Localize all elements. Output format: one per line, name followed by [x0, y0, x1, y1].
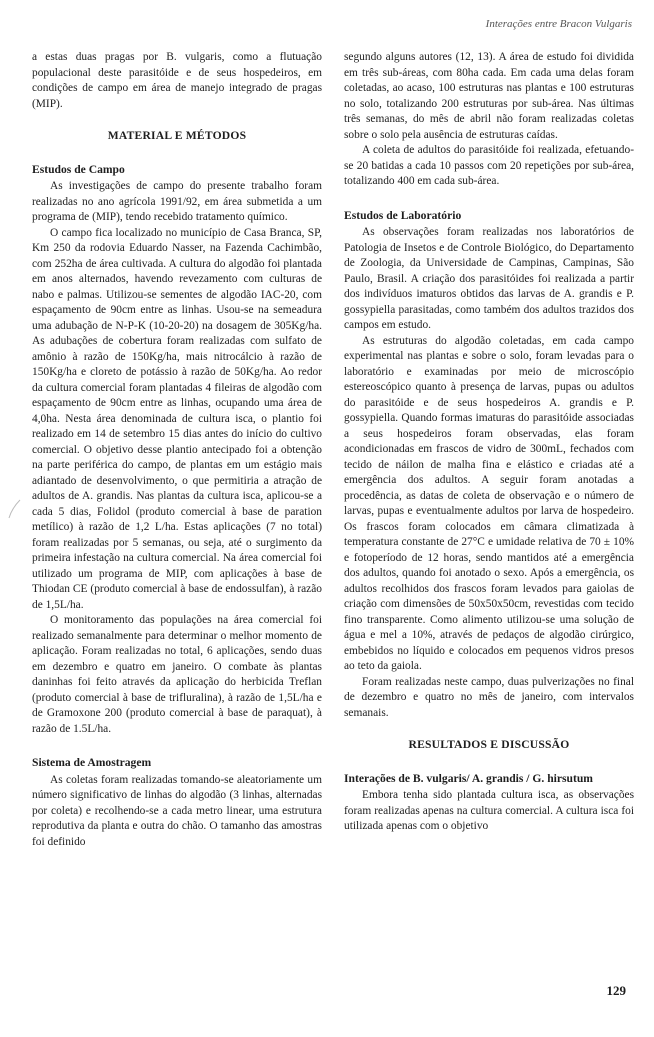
lab-paragraph-1: As observações foram realizadas nos laboratórios de Patologia de Insetos e de Controle Biológico, do Departamento de Zoologia, da Universidade de Campinas, Campinas, São Paulo, Brasil. A criação dos parasitóides foi realizada a partir dos indivíduos imaturos obtidos das larvas de A. grandis e P. gossypiella parasitadas, como também dos adultos trazidos dos campos em estudo.: [344, 226, 634, 331]
field-paragraph-2: O campo fica localizado no município de Casa Branca, SP, Km 250 da rodovia Eduardo Nasser, na Fazenda Cachimbão, com 252ha de área cultivada. A cultura do algodão foi plantada em anos alternados, havendo revezamento com culturas de nabo e palmas. Utilizou-se sementes de algodão IAC-20, com espaçamento de 90cm entre as linhas. Usou-se na semeadura uma adubação de N-P-K (10-20-20) na dosagem de 305Kg/ha. As adubações de cobertura foram realizadas com sulfato de amônio à razão de 150Kg/ha, mais nitrocálcio à razão de 150Kg/ha e cloreto de potássio à razão de 50Kg/ha. Ao redor da cultura comercial foram plantadas 4 fileiras de algodão com espaçamento de 90cm entre as linhas, ocupando uma área de 4,0ha. Nesta área denominada de cultura isca, o plantio foi realizado em 14 de setembro 15 dias antes do início do cultivo comercial. O objetivo desse plantio antecipado foi a obtenção na parte periférica do campo, de plantas em um estágio mais adiantado de desenvolvimento, o que permitiria a atração de adultos de A. grandis. Nas plantas da cultura isca, aplicou-se a cada 5 dias, Folidol (produto comercial à base de paration metílico) à razão de 1,2 L/ha. Estas aplicações (7 no total) foram realizadas por 5 semanas, ou seja, até o surgimento da primeira infestação na cultura comercial. Na área comercial foi utilizado um programa de MIP, com aplicações à base de Thiodan CE (produto comercial à base de endossulfan), à razão de 1,5L/ha.: [32, 226, 322, 611]
material-methods-heading: MATERIAL E MÉTODOS: [107, 129, 247, 142]
lab-paragraph-2: As estruturas do algodão coletadas, em cada campo experimental nas plantas e sobre o solo, foram levadas para o laboratório e examinadas por meio de microscópio estereoscópico quanto à presença de larvas, pupas ou adultos do parasitóide e de seus hospedeiros A. grandis e P. gossypiella. Quando formas imaturas do parasitóide associadas a seus hospedeiros foram observadas, elas foram acondicionadas em frascos de vidro de 300mL, fechados com tecido de náilon de malha fina e elástico e criadas até a emergência dos adultos. A seguir foram anotadas a procedência, as datas de coleta de observação e o número de larvas, pupas e eventualmente adultos por larva de hospedeiro. Os frascos foram colocados em câmara climatizada à temperatura constante de 27°C e umidade relativa de 70 ± 10% e fotoperíodo de 12 horas, sendo mantidos até a emergência dos adultos, quando foi anotado o sexo. Após a emergência, os adultos recolhidos dos frascos foram levados para gaiolas de criação com dimensões de 50x50x50cm, revestidas com tecido fino transparente. Como alimento utilizou-se uma solução de água e mel a 10%, através de pedaços de algodão cirúrgico, embebidos no líquido e colocados em pequenos vidros presos ao teto da gaiola.: [344, 334, 634, 672]
sampling-paragraph-2: A coleta de adultos do parasitóide foi realizada, efetuando-se 20 batidas a cada 10 passos com 20 repetições por sub-área, totalizando 400 em cada sub-área.: [344, 144, 634, 187]
sampling-paragraph-1: As coletas foram realizadas tomando-se aleatoriamente um número significativo de linhas do algodão (3 linhas, alternadas por coleta) e recolhendo-se a cada metro linear, uma estrutura reprodutiva da planta e outra do chão. O tamanho das amostras foi definido: [32, 773, 322, 848]
field-paragraph-1: As investigações de campo do presente trabalho foram realizadas no ano agrícola 1991/92, em área submetida a um programa de (MIP), tendo recebido tratamento químico.: [32, 180, 322, 223]
interactions-heading: Interações de B. vulgaris/ A. grandis / G. hirsutum: [344, 771, 593, 785]
lab-studies-heading: Estudos de Laboratório: [344, 208, 462, 222]
left-column: [32, 50, 322, 850]
running-header: Interações entre Bracon Vulgaris: [485, 18, 632, 30]
lab-paragraph-3: Foram realizadas neste campo, duas pulverizações no final de dezembro e quatro no mês de janeiro, com intervalos semanais.: [344, 675, 634, 719]
results-heading: RESULTADOS E DISCUSSÃO: [408, 738, 570, 751]
field-studies-heading: Estudos de Campo: [32, 162, 125, 176]
right-column: [344, 50, 634, 835]
results-paragraph-1: Embora tenha sido plantada cultura isca, as observações foram realizadas apenas na cultura comercial. A cultura isca foi utilizada apenas com o objetivo: [344, 789, 634, 832]
pen-mark: [6, 498, 22, 520]
page-number: 129: [606, 983, 626, 998]
field-paragraph-3: O monitoramento das populações na área comercial foi realizado semanalmente para determinar o melhor momento de aplicação. Foram realizadas no total, 6 aplicações, sendo duas em dezembro e quatro em janeiro. O combate às plantas daninhas foi feito através da aplicação do herbicida Treflan (produto comercial à base de trifluralina), à razão de 1,5L/ha e de Gramoxone 200 (produto comercial à base de paraquat), à razão de 1.5L/ha.: [32, 614, 322, 735]
sampling-heading: Sistema de Amostragem: [32, 756, 152, 769]
intro-paragraph: a estas duas pragas por B. vulgaris, como a flutuação populacional deste parasitóide e de seus hospedeiros, em condições de campo em área de manejo integrado de pragas (MIP).: [32, 51, 322, 110]
sampling-continuation: segundo alguns autores (12, 13). A área de estudo foi dividida em três sub-áreas, com 80ha cada. Em cada uma delas foram coletadas, ao acaso, 100 estruturas nas plantas e 100 estruturas no solo, totalizando 200 estruturas por sub-área. Nas últimas três semanas, do mês de abril não foram realizadas coletas sobre o solo pela ausência de estruturas caídas.: [344, 51, 634, 141]
